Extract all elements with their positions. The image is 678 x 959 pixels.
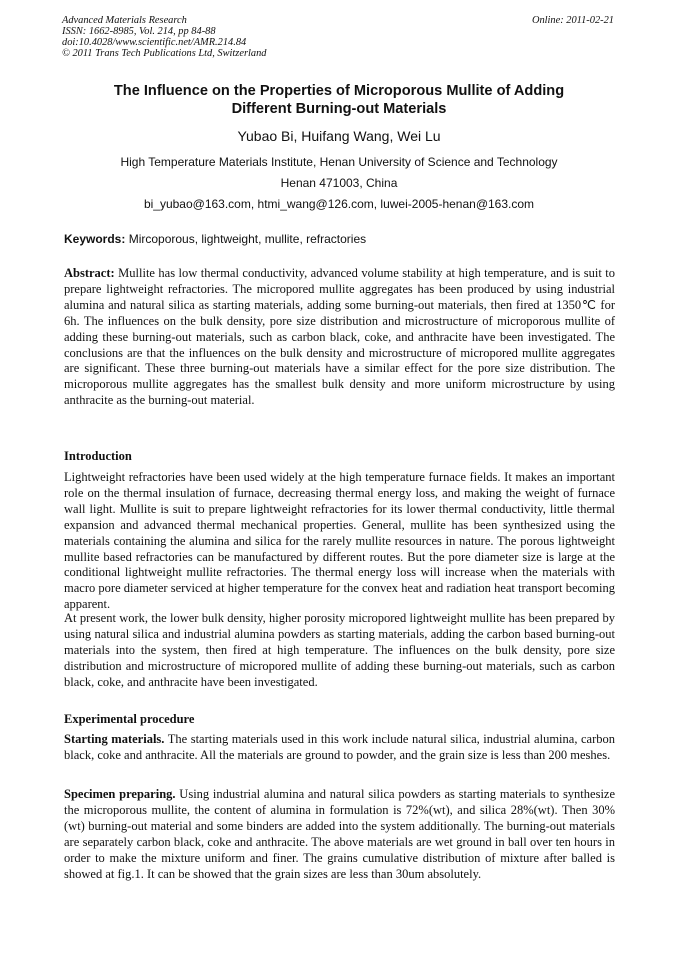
keywords-label: Keywords:	[64, 232, 126, 246]
abstract-label: Abstract:	[64, 266, 115, 280]
starting-materials-paragraph	[64, 732, 615, 764]
experimental-heading: Experimental procedure	[64, 712, 195, 726]
issn-line: ISSN: 1662-8985, Vol. 214, pp 84-88	[62, 26, 216, 37]
paper-title	[62, 82, 616, 118]
title-line-2: Different Burning-out Materials	[231, 101, 447, 117]
introduction-paragraph-1: Lightweight refractories have been used widely at the high temperature furnace fields. It makes an important role on the thermal insulation of furnace, decreasing thermal energy loss, and making the weight of furnace wall light. Mullite is suit to prepare lightweight refractories for its lower thermal conductivity, little thermal expansion and advanced thermal mechanical properties. General, mullite has been synthesized using the materials containing the alumina and silica for the rarely mullite resources in nature. The porous lightweight mullite based refractories can be manufactured by different routes. But the pore diameter size is large at the conditional lightweight mullite refractories. The thermal energy loss will increase when the materials with macro pore diameter serviced at higher temperature for the convex heat and radiation heat transport becoming apparent.	[64, 470, 615, 612]
introduction-paragraph-2: At present work, the lower bulk density, higher porosity micropored lightweight mullite has been prepared by using natural silica and industrial alumina powders as starting materials, adding the carbon based burning-out materials into the system, then fired at high temperature. The influences on the bulk density, pore size distribution and microstructure of micropored mullite of adding these burning-out materials, such as carbon black, coke, and anthracite have been investigated.	[64, 611, 615, 689]
keywords-text: Mircoporous, lightweight, mullite, refractories	[128, 232, 367, 246]
specimen-preparing-label: Specimen preparing.	[64, 787, 176, 801]
journal-header	[62, 15, 614, 59]
specimen-preparing-paragraph	[64, 787, 615, 882]
affiliation-line-1: High Temperature Materials Institute, Henan University of Science and Technology	[120, 155, 558, 169]
abstract-text: Mullite has low thermal conductivity, advanced volume stability at high temperature, and is suit to prepare lightweight refractories. The micropored mullite aggregates has been produced by using industrial alumina and natural silica as starting materials, adding some burning-out materials, then fired at 1350℃ for 6h. The influences on the bulk density, pore size distribution and microstructure of microporous mullite of adding these burning-out materials, such as carbon black, coke, and anthracite have been investigated. The conclusions are that the influences on the bulk density and microstructure of micropored mullite aggregates are significant. These three burning-out materials have a similar effect for the pore size distribution. The microporous mullite aggregates has the smallest bulk density and more uniform microstructure by using anthracite as the burning-out material.	[64, 266, 615, 408]
starting-materials-text: The starting materials used in this work include natural silica, industrial alumina, carbon black, coke and anthracite. All the materials are ground to powder, and the grain size is less than 200 meshes.	[64, 732, 615, 762]
abstract	[64, 266, 615, 409]
journal-name: Advanced Materials Research	[62, 15, 187, 26]
copyright-line: © 2011 Trans Tech Publications Ltd, Switzerland	[62, 48, 267, 59]
author-emails: bi_yubao@163.com, htmi_wang@126.com, luwei-2005-henan@163.com	[143, 197, 535, 211]
doi-line: doi:10.4028/www.scientific.net/AMR.214.84	[62, 37, 247, 48]
affiliation-line-2: Henan 471003, China	[280, 176, 398, 190]
specimen-preparing-text: Using industrial alumina and natural silica powders as starting materials to synthesize the microporous mullite, the content of alumina in formulation is 72%(wt), and silica 28%(wt). Then 30%(wt) burning-out material and some binders are added into the system additionally. The burning-out materials are separately carbon black, coke and anthracite. The above materials are wet ground in ball over ten hours in order to make the mixture uniform and finer. The grains cumulative distribution of mixture after balled is showed at fig.1. It can be showed that the grain sizes are less than 30um absolutely.	[64, 787, 616, 881]
keywords	[64, 232, 616, 247]
starting-materials-label: Starting materials.	[64, 732, 165, 746]
online-date: Online: 2011-02-21	[531, 15, 614, 26]
introduction-heading: Introduction	[64, 449, 132, 463]
authors: Yubao Bi, Huifang Wang, Wei Lu	[237, 128, 441, 144]
title-line-1: The Influence on the Properties of Microporous Mullite of Adding	[113, 83, 565, 99]
